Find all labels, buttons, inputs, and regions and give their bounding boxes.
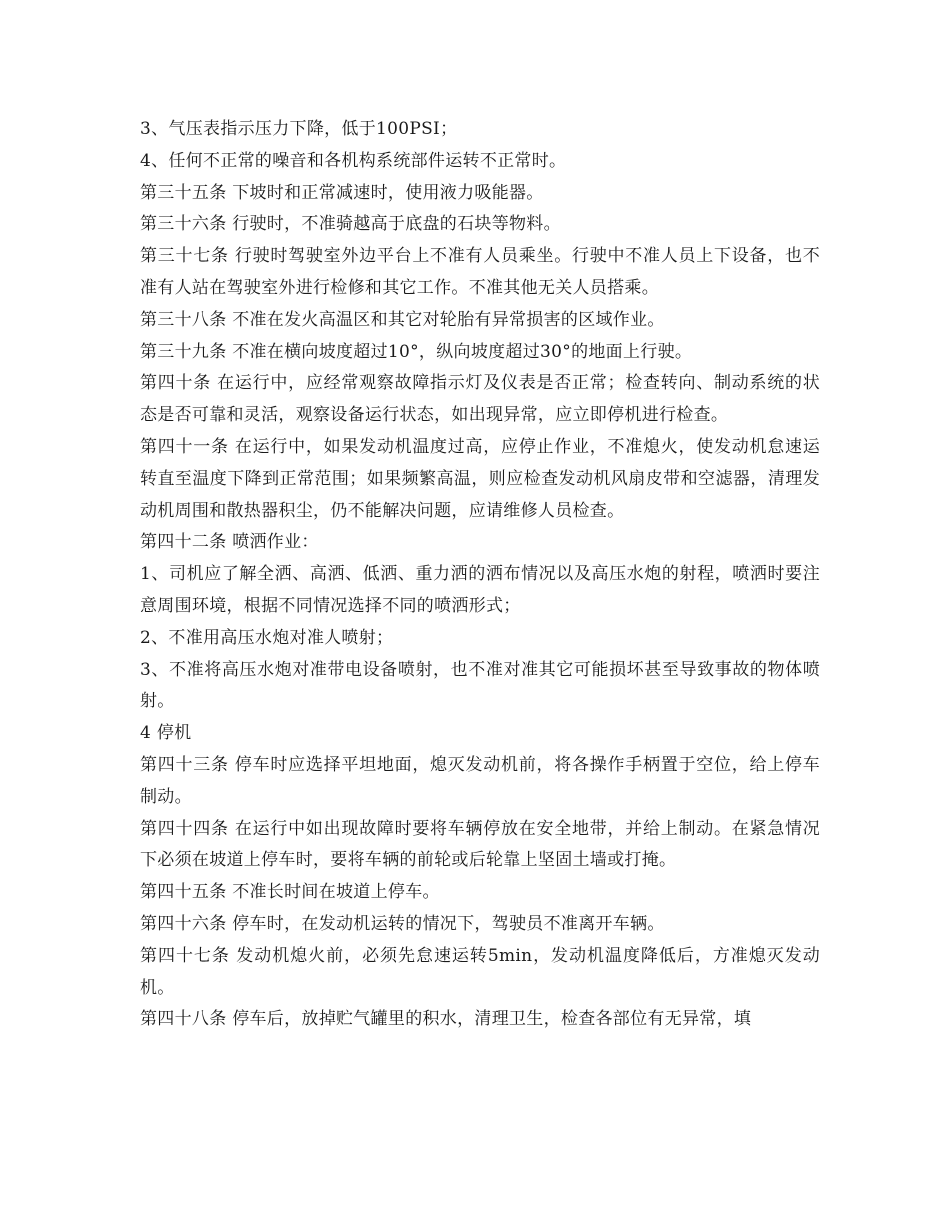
article-43: 第四十三条 停车时应选择平坦地面，熄灭发动机前，将各操作手柄置于空位，给上停车制动。 (140, 754, 820, 807)
document-body (140, 114, 820, 1036)
article-41: 第四十一条 在运行中，如果发动机温度过高，应停止作业，不准熄火，使发动机怠速运转直至温度下降到正常范围；如果频繁高温，则应检查发动机风扇皮带和空滤器，清理发动机周围和散热器积尘，仍不能解决问题，应请维修人员检查。 (140, 436, 820, 521)
paragraph-item-4: 4、任何不正常的噪音和各机构系统部件运转不正常时。 (140, 150, 567, 171)
paragraph-item-3: 3、气压表指示压力下降，低于100PSI； (140, 119, 458, 139)
spray-item-2: 2、不准用高压水炮对准人喷射； (140, 627, 394, 648)
article-35: 第三十五条 下坡时和正常减速时，使用液力吸能器。 (140, 182, 544, 203)
article-42: 第四十二条 喷洒作业： (140, 532, 319, 553)
article-45: 第四十五条 不准长时间在坡道上停车。 (140, 882, 440, 903)
article-46: 第四十六条 停车时，在发动机运转的情况下，驾驶员不准离开车辆。 (140, 913, 665, 934)
article-44: 第四十四条 在运行中如出现故障时要将车辆停放在安全地带，并给上制动。在紧急情况下必须在坡道上停车时，要将车辆的前轮或后轮靠上坚固土墙或打掩。 (140, 818, 820, 871)
article-38: 第三十八条 不准在发火高温区和其它对轮胎有异常损害的区域作业。 (140, 309, 665, 330)
spray-item-1: 1、司机应了解全洒、高洒、低洒、重力洒的洒布情况以及高压水炮的射程，喷洒时要注意周围环境，根据不同情况选择不同的喷洒形式； (140, 564, 820, 616)
article-48: 第四十八条 停车后，放掉贮气罐里的积水，清理卫生，检查各部位有无异常，填 (140, 1009, 752, 1030)
article-47: 第四十七条 发动机熄火前，必须先怠速运转5min，发动机温度降低后，方准熄灭发动机。 (140, 945, 820, 998)
article-37: 第三十七条 行驶时驾驶室外边平台上不准有人员乘坐。行驶中不准人员上下设备，也不准有人站在驾驶室外进行检修和其它工作。不准其他无关人员搭乘。 (140, 246, 820, 298)
section-heading-shutdown: 4 停机 (140, 723, 192, 744)
article-36: 第三十六条 行驶时，不准骑越高于底盘的石块等物料。 (140, 214, 561, 235)
spray-item-3: 3、不准将高压水炮对准带电设备喷射，也不准对准其它可能损坏甚至导致事故的物体喷射。 (140, 659, 820, 712)
article-40: 第四十条 在运行中，应经常观察故障指示灯及仪表是否正常；检查转向、制动系统的状态是否可靠和灵活，观察设备运行状态，如出现异常，应立即停机进行检查。 (140, 373, 820, 426)
article-39: 第三十九条 不准在横向坡度超过10°，纵向坡度超过30°的地面上行驶。 (140, 341, 693, 362)
